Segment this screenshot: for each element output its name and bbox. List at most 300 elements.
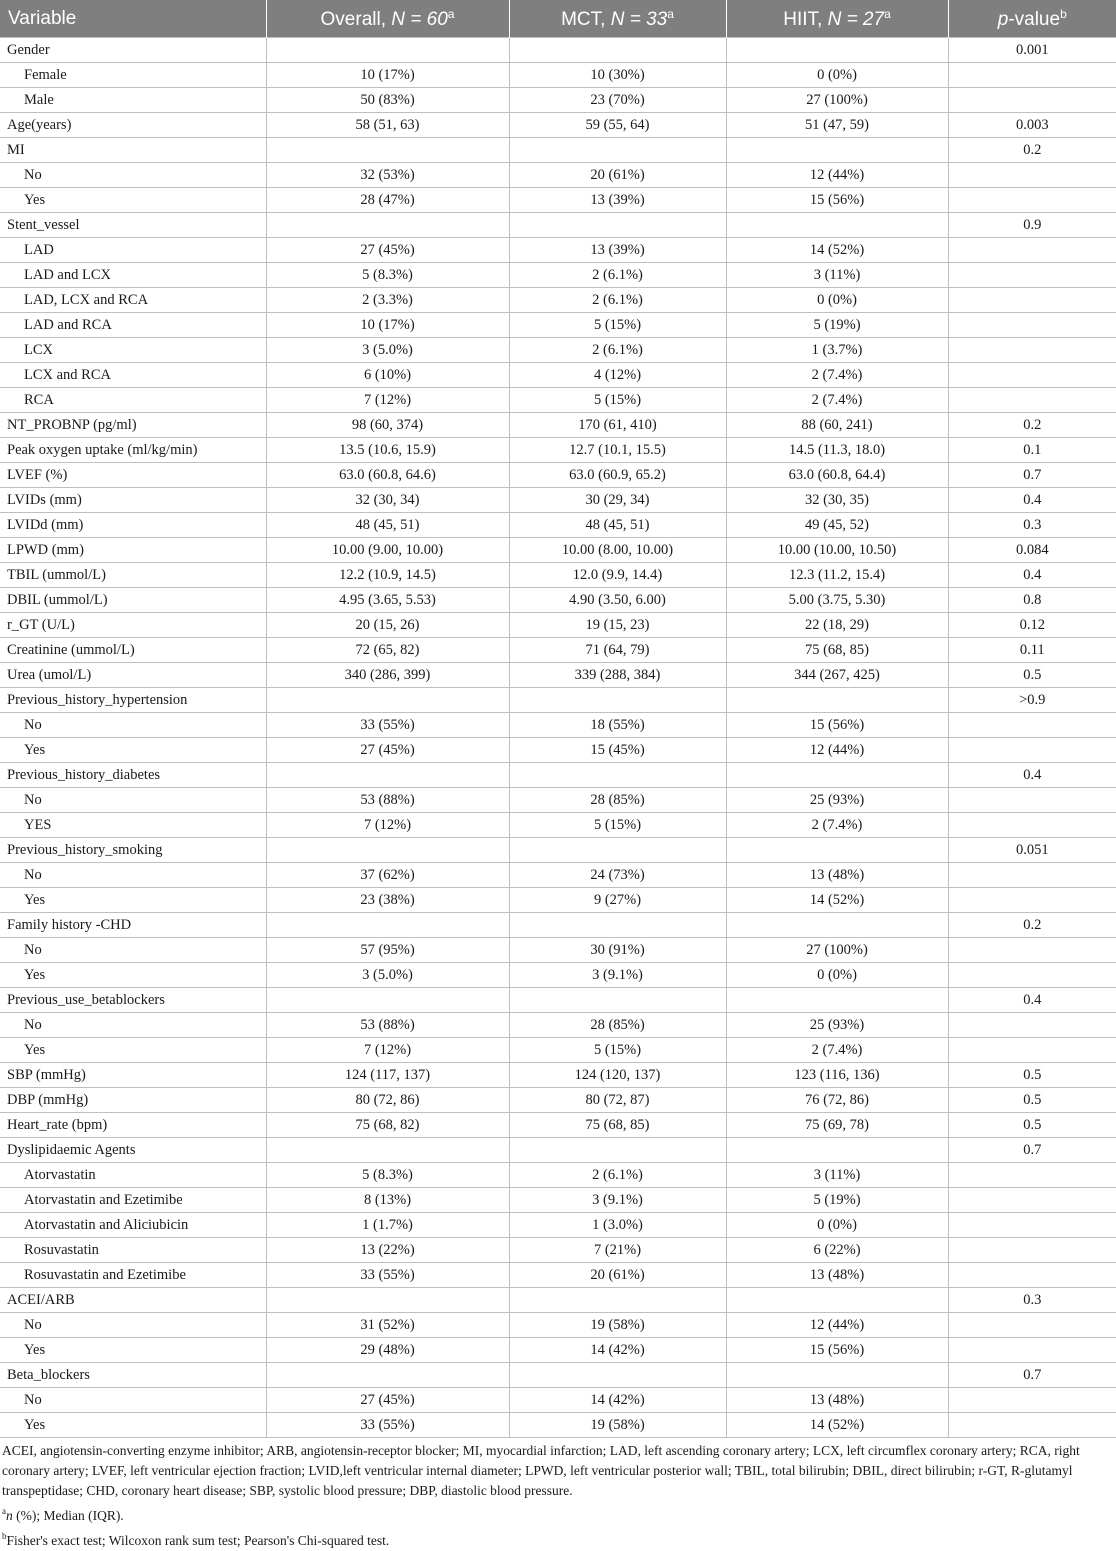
mct-cell: 15 (45%) — [509, 738, 726, 763]
overall-cell: 10 (17%) — [266, 63, 509, 88]
variable-cell: No — [0, 1013, 266, 1038]
variable-cell: Yes — [0, 188, 266, 213]
hiit-cell: 12 (44%) — [726, 1313, 948, 1338]
variable-cell: DBIL (ummol/L) — [0, 588, 266, 613]
mct-cell — [509, 688, 726, 713]
mct-cell: 30 (91%) — [509, 938, 726, 963]
overall-cell — [266, 213, 509, 238]
variable-cell: NT_PROBNP (pg/ml) — [0, 413, 266, 438]
table-row — [0, 813, 1116, 838]
mct-cell: 2 (6.1%) — [509, 1163, 726, 1188]
mct-cell — [509, 838, 726, 863]
mct-cell: 10.00 (8.00, 10.00) — [509, 538, 726, 563]
p-value-cell — [948, 1188, 1116, 1213]
table-row — [0, 38, 1116, 63]
overall-cell: 3 (5.0%) — [266, 338, 509, 363]
table-row — [0, 313, 1116, 338]
hiit-cell: 0 (0%) — [726, 63, 948, 88]
table-row — [0, 238, 1116, 263]
table-row — [0, 1138, 1116, 1163]
table-row — [0, 688, 1116, 713]
p-value-cell: 0.9 — [948, 213, 1116, 238]
header-overall: Overall, $N = 60^a$ — [266, 0, 509, 38]
table-row — [0, 188, 1116, 213]
table-row — [0, 438, 1116, 463]
table-row — [0, 938, 1116, 963]
header-variable: Variable — [0, 0, 266, 38]
mct-cell — [509, 1138, 726, 1163]
hiit-cell: 15 (56%) — [726, 1338, 948, 1363]
mct-cell: 20 (61%) — [509, 1263, 726, 1288]
mct-cell — [509, 138, 726, 163]
table-row — [0, 338, 1116, 363]
overall-cell: 98 (60, 374) — [266, 413, 509, 438]
p-value-cell — [948, 813, 1116, 838]
overall-cell: 7 (12%) — [266, 388, 509, 413]
overall-cell: 4.95 (3.65, 5.53) — [266, 588, 509, 613]
variable-cell: Yes — [0, 1038, 266, 1063]
mct-cell: 2 (6.1%) — [509, 288, 726, 313]
variable-cell: Family history -CHD — [0, 913, 266, 938]
p-value-cell — [948, 1013, 1116, 1038]
hiit-cell: 51 (47, 59) — [726, 113, 948, 138]
p-value-cell: 0.001 — [948, 38, 1116, 63]
overall-cell: 28 (47%) — [266, 188, 509, 213]
overall-cell: 13 (22%) — [266, 1238, 509, 1263]
variable-cell: No — [0, 713, 266, 738]
variable-cell: DBP (mmHg) — [0, 1088, 266, 1113]
table-row — [0, 838, 1116, 863]
hiit-cell: 15 (56%) — [726, 713, 948, 738]
mct-cell: 48 (45, 51) — [509, 513, 726, 538]
variable-cell: TBIL (ummol/L) — [0, 563, 266, 588]
table-row — [0, 138, 1116, 163]
hiit-cell — [726, 1363, 948, 1388]
table-row — [0, 463, 1116, 488]
table-row — [0, 888, 1116, 913]
p-value-cell — [948, 1038, 1116, 1063]
overall-cell: 53 (88%) — [266, 788, 509, 813]
footnote-b-marker: b — [1060, 6, 1067, 21]
p-value-cell: 0.2 — [948, 913, 1116, 938]
mct-cell: 30 (29, 34) — [509, 488, 726, 513]
p-value-cell: 0.11 — [948, 638, 1116, 663]
mct-cell: 13 (39%) — [509, 238, 726, 263]
mct-cell: 23 (70%) — [509, 88, 726, 113]
variable-cell: Yes — [0, 963, 266, 988]
hiit-cell: 123 (116, 136) — [726, 1063, 948, 1088]
mct-cell: 4 (12%) — [509, 363, 726, 388]
mct-cell: 2 (6.1%) — [509, 338, 726, 363]
table-row — [0, 763, 1116, 788]
table-row — [0, 1238, 1116, 1263]
variable-cell: LPWD (mm) — [0, 538, 266, 563]
p-value-cell — [948, 263, 1116, 288]
table-row — [0, 1038, 1116, 1063]
p-value-cell — [948, 288, 1116, 313]
variable-cell: SBP (mmHg) — [0, 1063, 266, 1088]
hiit-cell: 25 (93%) — [726, 788, 948, 813]
p-value-cell — [948, 1238, 1116, 1263]
header-mct: MCT, $N = 33^a$ — [509, 0, 726, 38]
mct-cell — [509, 763, 726, 788]
mct-cell: 13 (39%) — [509, 188, 726, 213]
hiit-cell — [726, 838, 948, 863]
table-row — [0, 1313, 1116, 1338]
table-row — [0, 113, 1116, 138]
table-row — [0, 538, 1116, 563]
mct-cell: 14 (42%) — [509, 1388, 726, 1413]
table-row — [0, 713, 1116, 738]
hiit-cell: 75 (69, 78) — [726, 1113, 948, 1138]
hiit-cell: 75 (68, 85) — [726, 638, 948, 663]
mct-cell: 19 (15, 23) — [509, 613, 726, 638]
mct-cell: 20 (61%) — [509, 163, 726, 188]
p-value-cell — [948, 1413, 1116, 1438]
p-value-cell — [948, 1263, 1116, 1288]
hiit-cell: 25 (93%) — [726, 1013, 948, 1038]
hiit-cell: 5 (19%) — [726, 1188, 948, 1213]
overall-cell: 10 (17%) — [266, 313, 509, 338]
hiit-cell: 13 (48%) — [726, 863, 948, 888]
p-value-cell — [948, 1313, 1116, 1338]
table-footnotes — [2, 1441, 1114, 1551]
mct-cell — [509, 913, 726, 938]
mct-cell: 12.0 (9.9, 14.4) — [509, 563, 726, 588]
p-value-cell: 0.3 — [948, 513, 1116, 538]
mct-cell: 170 (61, 410) — [509, 413, 726, 438]
header-mct-n: N = 33 — [610, 8, 668, 30]
p-value-cell — [948, 788, 1116, 813]
table-row — [0, 1413, 1116, 1438]
variable-cell: LAD — [0, 238, 266, 263]
variable-cell: Rosuvastatin and Ezetimibe — [0, 1263, 266, 1288]
table-row — [0, 663, 1116, 688]
mct-cell: 63.0 (60.9, 65.2) — [509, 463, 726, 488]
overall-cell: 7 (12%) — [266, 1038, 509, 1063]
variable-cell: Gender — [0, 38, 266, 63]
table-row — [0, 513, 1116, 538]
overall-cell — [266, 913, 509, 938]
variable-cell: Beta_blockers — [0, 1363, 266, 1388]
overall-cell: 124 (117, 137) — [266, 1063, 509, 1088]
mct-cell: 5 (15%) — [509, 388, 726, 413]
table-row — [0, 163, 1116, 188]
variable-cell: Dyslipidaemic Agents — [0, 1138, 266, 1163]
table-row — [0, 1363, 1116, 1388]
variable-cell: LVIDs (mm) — [0, 488, 266, 513]
overall-cell: 33 (55%) — [266, 1263, 509, 1288]
variable-cell: No — [0, 788, 266, 813]
overall-cell: 7 (12%) — [266, 813, 509, 838]
p-value-cell: 0.2 — [948, 413, 1116, 438]
mct-cell: 10 (30%) — [509, 63, 726, 88]
hiit-cell: 2 (7.4%) — [726, 363, 948, 388]
hiit-cell: 2 (7.4%) — [726, 388, 948, 413]
variable-cell: Previous_history_hypertension — [0, 688, 266, 713]
p-value-cell: 0.4 — [948, 763, 1116, 788]
p-value-cell: 0.5 — [948, 663, 1116, 688]
hiit-cell: 3 (11%) — [726, 1163, 948, 1188]
variable-cell: LAD and RCA — [0, 313, 266, 338]
p-value-cell — [948, 713, 1116, 738]
header-p-value: p-value$^b$ — [948, 0, 1116, 38]
footnote-a-marker: a — [447, 6, 455, 21]
variable-cell: No — [0, 1313, 266, 1338]
p-value-cell: >0.9 — [948, 688, 1116, 713]
table-row — [0, 738, 1116, 763]
overall-cell — [266, 988, 509, 1013]
overall-cell: 29 (48%) — [266, 1338, 509, 1363]
footnote-b: $^b$Fisher's exact test; Wilcoxon rank sum test; Pearson's Chi-squared test. — [2, 1531, 390, 1548]
overall-cell: 12.2 (10.9, 14.5) — [266, 563, 509, 588]
mct-cell: 7 (21%) — [509, 1238, 726, 1263]
footnote-a: $^a$n (%); Median (IQR). — [2, 1506, 124, 1523]
hiit-cell: 88 (60, 241) — [726, 413, 948, 438]
variable-cell: No — [0, 1388, 266, 1413]
variable-cell: Atorvastatin — [0, 1163, 266, 1188]
overall-cell — [266, 763, 509, 788]
overall-cell — [266, 688, 509, 713]
hiit-cell: 344 (267, 425) — [726, 663, 948, 688]
footnote-abbreviations: ACEI, angiotensin-converting enzyme inhibitor; ARB, angiotensin-receptor blocker; MI, myocardial infarction; LAD, left ascending coronary artery; LCX, left circumflex coronary artery; RCA, right coronary artery; LVEF, left ventricular ejection fraction; LVID,left ventricular internal diameter; LPWD, left ventricular posterior wall; TBIL, total bilirubin; DBIL, direct bilirubin; r-GT, R-glutamyl transpeptidase; CHD, coronary heart disease; SBP, systolic blood pressure; DBP, diastolic blood pressure. — [2, 1443, 1080, 1498]
hiit-cell: 14.5 (11.3, 18.0) — [726, 438, 948, 463]
p-value-cell: 0.4 — [948, 988, 1116, 1013]
overall-cell: 5 (8.3%) — [266, 263, 509, 288]
variable-cell: Yes — [0, 1413, 266, 1438]
mct-cell: 80 (72, 87) — [509, 1088, 726, 1113]
variable-cell: Yes — [0, 888, 266, 913]
mct-cell: 1 (3.0%) — [509, 1213, 726, 1238]
hiit-cell: 2 (7.4%) — [726, 1038, 948, 1063]
table-row — [0, 788, 1116, 813]
hiit-cell: 12.3 (11.2, 15.4) — [726, 563, 948, 588]
variable-cell: No — [0, 163, 266, 188]
table-header — [0, 0, 1116, 38]
table-row — [0, 488, 1116, 513]
hiit-cell: 0 (0%) — [726, 288, 948, 313]
overall-cell — [266, 1288, 509, 1313]
hiit-cell: 14 (52%) — [726, 888, 948, 913]
table-row — [0, 613, 1116, 638]
overall-cell: 2 (3.3%) — [266, 288, 509, 313]
overall-cell: 27 (45%) — [266, 1388, 509, 1413]
overall-cell: 32 (53%) — [266, 163, 509, 188]
header-overall-n: N = 60 — [391, 8, 448, 30]
variable-cell: No — [0, 938, 266, 963]
variable-cell: r_GT (U/L) — [0, 613, 266, 638]
variable-cell: Previous_use_betablockers — [0, 988, 266, 1013]
variable-cell: Age(years) — [0, 113, 266, 138]
p-value-cell — [948, 1163, 1116, 1188]
overall-cell: 48 (45, 51) — [266, 513, 509, 538]
table-row — [0, 1088, 1116, 1113]
table-row — [0, 913, 1116, 938]
table-row — [0, 413, 1116, 438]
footnote-a-marker: a — [884, 6, 891, 21]
hiit-cell — [726, 138, 948, 163]
mct-cell: 5 (15%) — [509, 1038, 726, 1063]
p-value-cell: 0.003 — [948, 113, 1116, 138]
p-value-cell — [948, 238, 1116, 263]
hiit-cell: 0 (0%) — [726, 963, 948, 988]
variable-cell: Previous_history_smoking — [0, 838, 266, 863]
hiit-cell — [726, 988, 948, 1013]
p-value-cell: 0.2 — [948, 138, 1116, 163]
mct-cell: 19 (58%) — [509, 1313, 726, 1338]
mct-cell — [509, 988, 726, 1013]
hiit-cell: 27 (100%) — [726, 938, 948, 963]
mct-cell: 59 (55, 64) — [509, 113, 726, 138]
hiit-cell: 14 (52%) — [726, 1413, 948, 1438]
p-value-cell: 0.4 — [948, 488, 1116, 513]
p-value-cell — [948, 338, 1116, 363]
hiit-cell — [726, 1138, 948, 1163]
p-value-cell — [948, 963, 1116, 988]
variable-cell: Atorvastatin and Aliciubicin — [0, 1213, 266, 1238]
variable-cell: LVIDd (mm) — [0, 513, 266, 538]
p-value-cell: 0.5 — [948, 1063, 1116, 1088]
p-value-cell: 0.7 — [948, 463, 1116, 488]
hiit-cell: 12 (44%) — [726, 738, 948, 763]
mct-cell: 19 (58%) — [509, 1413, 726, 1438]
overall-cell: 3 (5.0%) — [266, 963, 509, 988]
overall-cell: 80 (72, 86) — [266, 1088, 509, 1113]
table-row — [0, 963, 1116, 988]
p-value-cell — [948, 363, 1116, 388]
table-row — [0, 288, 1116, 313]
hiit-cell: 63.0 (60.8, 64.4) — [726, 463, 948, 488]
p-value-cell — [948, 88, 1116, 113]
hiit-cell: 6 (22%) — [726, 1238, 948, 1263]
overall-cell: 340 (286, 399) — [266, 663, 509, 688]
table-row — [0, 88, 1116, 113]
overall-cell — [266, 38, 509, 63]
hiit-cell: 13 (48%) — [726, 1263, 948, 1288]
p-value-cell — [948, 738, 1116, 763]
overall-cell — [266, 1363, 509, 1388]
p-value-cell — [948, 888, 1116, 913]
table-row — [0, 863, 1116, 888]
variable-cell: LAD and LCX — [0, 263, 266, 288]
table-row — [0, 1388, 1116, 1413]
table-row — [0, 1113, 1116, 1138]
variable-cell: No — [0, 863, 266, 888]
overall-cell — [266, 138, 509, 163]
hiit-cell: 10.00 (10.00, 10.50) — [726, 538, 948, 563]
hiit-cell — [726, 913, 948, 938]
mct-cell: 24 (73%) — [509, 863, 726, 888]
p-value-cell: 0.7 — [948, 1363, 1116, 1388]
hiit-cell: 14 (52%) — [726, 238, 948, 263]
p-value-cell: 0.12 — [948, 613, 1116, 638]
table-row — [0, 1288, 1116, 1313]
variable-cell: Yes — [0, 738, 266, 763]
overall-cell — [266, 1138, 509, 1163]
mct-cell — [509, 1288, 726, 1313]
overall-cell: 8 (13%) — [266, 1188, 509, 1213]
overall-cell: 27 (45%) — [266, 738, 509, 763]
variable-cell: Rosuvastatin — [0, 1238, 266, 1263]
mct-cell: 3 (9.1%) — [509, 1188, 726, 1213]
overall-cell: 58 (51, 63) — [266, 113, 509, 138]
variable-cell: Heart_rate (bpm) — [0, 1113, 266, 1138]
table-row — [0, 63, 1116, 88]
overall-cell: 6 (10%) — [266, 363, 509, 388]
p-value-cell — [948, 1388, 1116, 1413]
p-value-cell — [948, 163, 1116, 188]
table-row — [0, 1188, 1116, 1213]
variable-cell: Peak oxygen uptake (ml/kg/min) — [0, 438, 266, 463]
hiit-cell: 27 (100%) — [726, 88, 948, 113]
p-value-cell: 0.4 — [948, 563, 1116, 588]
hiit-cell — [726, 38, 948, 63]
p-value-cell: 0.5 — [948, 1088, 1116, 1113]
hiit-cell: 2 (7.4%) — [726, 813, 948, 838]
p-value-cell: 0.084 — [948, 538, 1116, 563]
variable-cell: Yes — [0, 1338, 266, 1363]
mct-cell — [509, 213, 726, 238]
overall-cell: 31 (52%) — [266, 1313, 509, 1338]
overall-cell: 20 (15, 26) — [266, 613, 509, 638]
variable-cell: Stent_vessel — [0, 213, 266, 238]
p-value-cell — [948, 188, 1116, 213]
overall-cell: 5 (8.3%) — [266, 1163, 509, 1188]
overall-cell — [266, 838, 509, 863]
overall-cell: 50 (83%) — [266, 88, 509, 113]
overall-cell: 53 (88%) — [266, 1013, 509, 1038]
mct-cell: 75 (68, 85) — [509, 1113, 726, 1138]
table-row — [0, 1263, 1116, 1288]
mct-cell: 5 (15%) — [509, 313, 726, 338]
mct-cell: 28 (85%) — [509, 788, 726, 813]
hiit-cell: 5.00 (3.75, 5.30) — [726, 588, 948, 613]
p-value-cell — [948, 1338, 1116, 1363]
mct-cell — [509, 1363, 726, 1388]
p-value-cell — [948, 938, 1116, 963]
variable-cell: Female — [0, 63, 266, 88]
hiit-cell — [726, 688, 948, 713]
p-value-cell — [948, 388, 1116, 413]
mct-cell: 9 (27%) — [509, 888, 726, 913]
p-value-cell: 0.051 — [948, 838, 1116, 863]
table-row — [0, 1163, 1116, 1188]
table-row — [0, 1063, 1116, 1088]
variable-cell: LAD, LCX and RCA — [0, 288, 266, 313]
overall-cell: 37 (62%) — [266, 863, 509, 888]
footnote-a-marker: a — [667, 6, 674, 21]
hiit-cell: 76 (72, 86) — [726, 1088, 948, 1113]
variable-cell: ACEI/ARB — [0, 1288, 266, 1313]
mct-cell: 14 (42%) — [509, 1338, 726, 1363]
hiit-cell — [726, 1288, 948, 1313]
table-row — [0, 1213, 1116, 1238]
table-row — [0, 1013, 1116, 1038]
table-row — [0, 588, 1116, 613]
header-row — [0, 0, 1116, 38]
overall-cell: 10.00 (9.00, 10.00) — [266, 538, 509, 563]
overall-cell: 33 (55%) — [266, 713, 509, 738]
overall-cell: 13.5 (10.6, 15.9) — [266, 438, 509, 463]
p-value-cell: 0.7 — [948, 1138, 1116, 1163]
table-row — [0, 388, 1116, 413]
mct-cell: 71 (64, 79) — [509, 638, 726, 663]
hiit-cell: 49 (45, 52) — [726, 513, 948, 538]
table-row — [0, 213, 1116, 238]
header-hiit-n: N = 27 — [827, 8, 885, 30]
hiit-cell — [726, 213, 948, 238]
table-row — [0, 263, 1116, 288]
